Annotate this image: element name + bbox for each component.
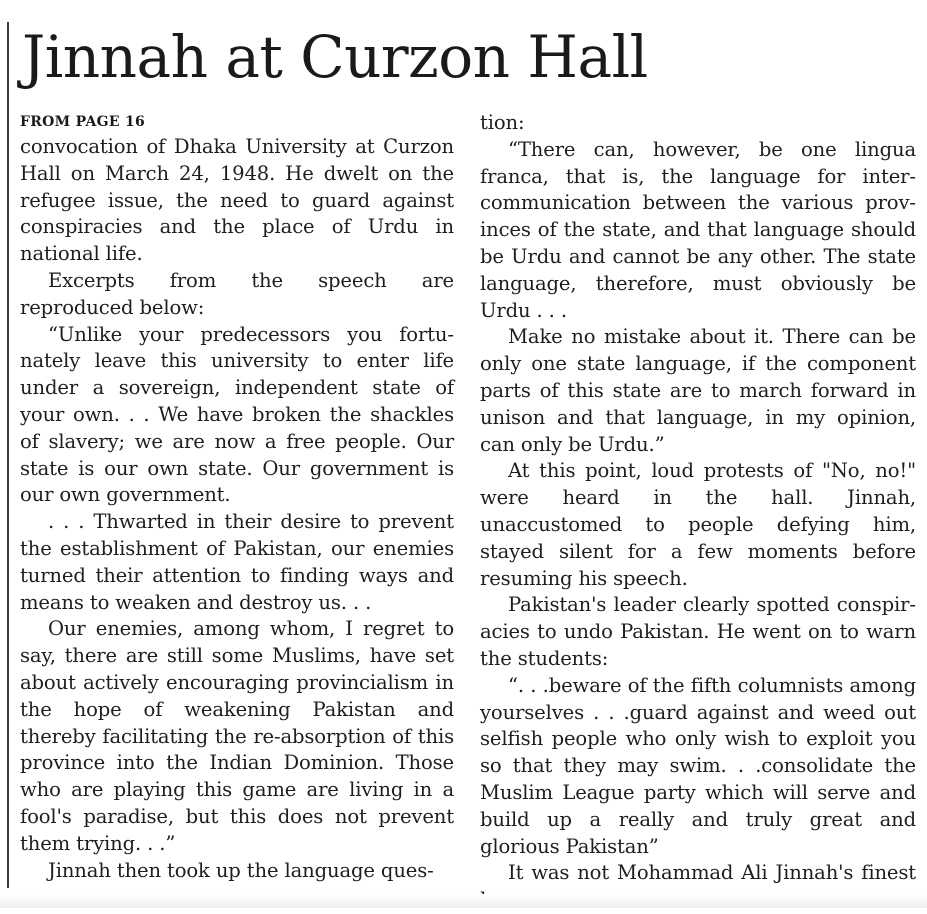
quote-paragraph: Our enemies, among whom, I regret to say, there are still some Muslims, have set about actively encouraging provincialism in the hope of weakening Pakistan and thereby facilitating the re-absorption of this province into the Indian Dominion. Those who are playing this game are living in a fool's paradise, but this does not prevent them trying. . .” — [20, 617, 454, 855]
left-column — [20, 110, 454, 884]
quote-paragraph: . . . Thwarted in their desire to prevent the establishment of Pakistan, our enemies turned their attention to finding ways and means to weaken and destroy us. . . — [20, 510, 454, 614]
headline: Jinnah at Curzon Hall — [22, 23, 648, 91]
quote-paragraph: “Unlike your predecessors you fortunately leave this university to enter life under a sovereign, independent state of your own. . . We have broken the shackles of slavery; we are now a free people. Our state is our own state. Our government is our own government. — [20, 322, 454, 507]
paragraph: It was not Mohammad Ali Jinnah's finest — [508, 861, 916, 885]
paragraph: tion: — [480, 111, 525, 134]
right-column — [480, 110, 916, 914]
paragraph: Excerpts from the speech are reproduced below: — [20, 268, 454, 319]
paragraph: Pakistan's leader clearly spotted conspiracies to undo Pakistan. He went on to warn the students: — [480, 593, 916, 670]
paragraph: At this point, loud protests of "No, no!" were heard in the hall. Jinnah, unaccustomed to people defying him, stayed silent for a few moments before resuming his speech. — [480, 459, 916, 590]
jump-line: FROM PAGE 16 — [20, 114, 146, 130]
page-edge — [0, 894, 927, 908]
quote-paragraph: “There can, however, be one lingua franca, that is, the language for intercommunication between the various provinces of the state, and that language should be Urdu and cannot be any other. The state language, therefore, must obviously be Urdu . . . — [480, 137, 916, 322]
paragraph: convocation of Dhaka University at Curzon Hall on March 24, 1948. He dwelt on the refugee issue, the need to guard against conspiracies and the place of Urdu in national life. — [20, 135, 454, 266]
paragraph: Jinnah then took up the language ques- — [48, 858, 434, 882]
quote-paragraph: “. . .beware of the fifth columnists among yourselves . . .guard against and weed out selfish people who only wish to exploit you so that they may swim. . .consolidate the Muslim League party which will serve and build up a really and truly great and glorious Pakistan” — [480, 673, 916, 858]
quote-paragraph: Make no mistake about it. There can be only one state language, if the component parts of this state are to march forward in unison and that language, in my opinion, can only be Urdu.” — [480, 325, 916, 456]
column-rule — [7, 22, 9, 888]
